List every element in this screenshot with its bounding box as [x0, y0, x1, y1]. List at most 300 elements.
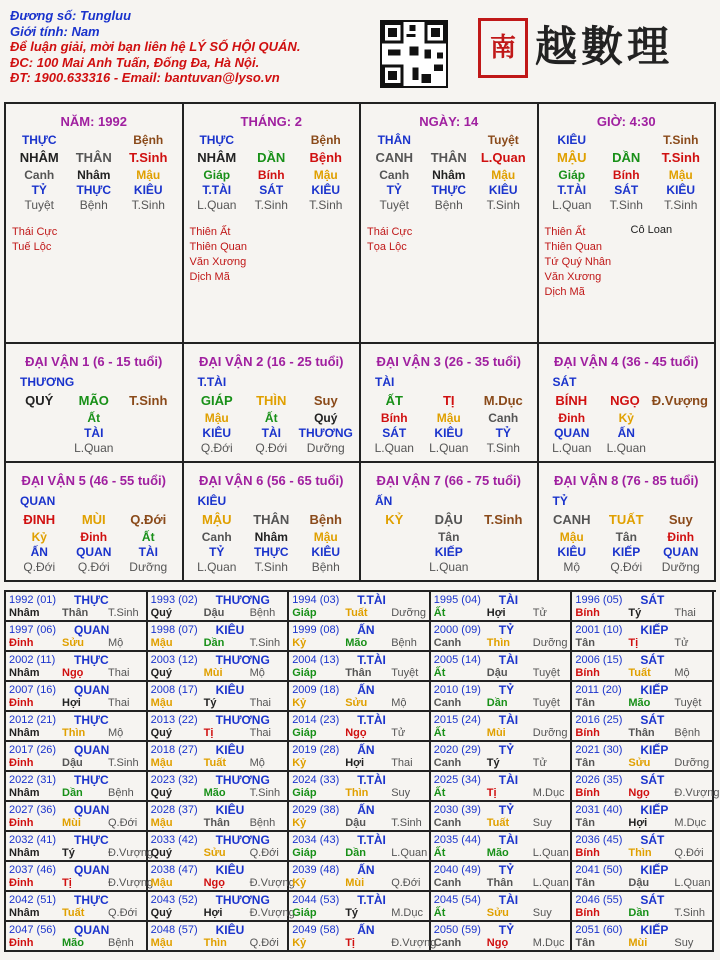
annual-stem: Đinh	[9, 637, 34, 649]
cell-value: L.Quan	[429, 441, 469, 455]
annual-cell[interactable]	[572, 682, 714, 712]
annual-cell[interactable]	[6, 652, 148, 682]
cell-line	[367, 148, 531, 168]
cell-value	[67, 133, 122, 148]
annual-stem: Giáp	[292, 847, 317, 859]
annual-cell[interactable]	[431, 622, 573, 652]
annual-cell[interactable]	[431, 802, 573, 832]
cell-line	[545, 168, 709, 183]
annual-status: T.Sinh	[249, 787, 281, 799]
annual-branch: Tuất	[628, 667, 651, 679]
annual-status: Bệnh	[108, 787, 134, 799]
annual-cell[interactable]	[572, 832, 714, 862]
annual-year: 2036 (45)	[575, 834, 623, 846]
annual-status: T.Sinh	[249, 637, 281, 649]
annual-year: 2039 (48)	[292, 864, 340, 876]
annual-stem: Tân	[575, 697, 595, 709]
annual-cell[interactable]	[289, 622, 431, 652]
annual-branch: Sửu	[628, 757, 651, 769]
annual-stem: Kỷ	[292, 637, 307, 649]
annual-stem: Tân	[575, 637, 595, 649]
cell-value	[367, 530, 422, 545]
annual-stem: Kỷ	[292, 757, 307, 769]
cell-value: L.Quan	[429, 560, 469, 574]
daivan-title: ĐẠI VẬN 2 (16 - 25 tuổi)	[199, 354, 344, 369]
annual-status: T.Sinh	[391, 817, 422, 829]
pillar-title: NGÀY: 14	[419, 114, 479, 129]
annual-stem: Quý	[150, 607, 172, 619]
cell-value: Tân	[438, 530, 460, 544]
cell-value: TỶ	[31, 183, 47, 197]
annual-stem: Kỷ	[292, 937, 307, 949]
annual-star: T.TÀI	[357, 773, 386, 787]
annual-cell[interactable]	[431, 682, 573, 712]
annual-cell[interactable]	[289, 922, 437, 952]
annual-status: Thai	[391, 757, 413, 769]
cell-value: Ất	[264, 411, 278, 425]
cell-value	[12, 411, 67, 426]
annual-stem: Mậu	[150, 697, 173, 709]
annual-star: ẤN	[357, 683, 375, 697]
cell-value: Nhâm	[77, 168, 111, 182]
annual-stem: Kỷ	[292, 877, 307, 889]
annual-star: KIÊU	[215, 803, 245, 817]
annual-cell[interactable]	[431, 832, 573, 862]
annual-cell[interactable]	[289, 832, 431, 862]
annual-cell[interactable]	[431, 892, 573, 922]
daivan-star: KIÊU	[197, 494, 227, 508]
annual-year: 2031 (40)	[575, 804, 623, 816]
annual-cell[interactable]	[6, 622, 148, 652]
annual-cell[interactable]	[572, 862, 714, 892]
cell-value: Canh	[24, 168, 55, 182]
cell-value: TUẤT	[608, 512, 644, 527]
annual-stem: Ất	[433, 667, 446, 679]
cell-line	[545, 133, 709, 148]
cell-value: Tuyệt	[487, 133, 519, 147]
cell-value: Dưỡng	[661, 560, 700, 574]
annual-star: SÁT	[640, 773, 665, 787]
annual-star: TỶ	[498, 683, 515, 697]
annual-star: TÀI	[498, 593, 519, 607]
annual-cell[interactable]	[6, 802, 148, 832]
annual-year: 2022 (31)	[9, 774, 57, 786]
note-item: Dịch Mã	[544, 286, 585, 298]
annual-branch: Thìn	[628, 847, 652, 859]
header-info	[10, 8, 300, 86]
annual-cell[interactable]	[6, 772, 148, 802]
annual-cell[interactable]	[289, 802, 431, 832]
annual-cell[interactable]	[6, 892, 148, 922]
note-item: Văn Xương	[189, 256, 247, 268]
annual-stem: Giáp	[292, 787, 317, 799]
cell-line	[12, 133, 176, 148]
annual-status: Suy	[532, 817, 552, 829]
annual-status: Thai	[249, 727, 271, 739]
cell-value: TỶ	[495, 426, 511, 440]
cell-value: Mậu	[668, 168, 693, 182]
cell-value: THÂN	[377, 133, 411, 147]
annual-year: 2025 (34)	[433, 774, 481, 786]
annual-status: Mộ	[108, 727, 124, 739]
cell-line	[367, 133, 531, 148]
annual-cell[interactable]	[431, 712, 573, 742]
cell-line	[12, 510, 176, 530]
cell-value: T.Sinh	[129, 150, 168, 165]
annual-cell[interactable]	[6, 922, 148, 952]
annual-cell[interactable]	[431, 652, 573, 682]
annual-cell[interactable]	[431, 742, 573, 772]
cell-value: SÁT	[614, 183, 639, 197]
cell-value: KIÊU	[666, 183, 696, 197]
annual-star: T.TÀI	[357, 713, 386, 727]
annual-cell[interactable]	[148, 862, 295, 892]
phone-email[interactable]: ĐT: 1900.633316 - Email: bantuvan@lyso.vn	[10, 70, 280, 85]
annual-year: 2007 (16)	[9, 684, 57, 696]
annual-cell[interactable]	[431, 862, 573, 892]
annual-cell[interactable]	[431, 772, 573, 802]
annual-stem: Bính	[575, 847, 600, 859]
annual-cell[interactable]	[148, 682, 290, 712]
annual-star: KIẾP	[640, 683, 669, 697]
cell-value: M.Dục	[483, 393, 523, 408]
cell-value: ẤN	[617, 426, 635, 440]
cell-value: T.TÀI	[557, 183, 587, 197]
annual-stem: Đinh	[9, 877, 34, 889]
annual-status: M.Dục	[391, 907, 423, 919]
annual-branch: Tý	[628, 607, 642, 619]
annual-year: 2046 (55)	[575, 894, 623, 906]
cell-line	[12, 560, 176, 575]
chart-grid	[4, 102, 716, 582]
annual-row	[6, 892, 716, 922]
annual-cell[interactable]	[6, 682, 148, 712]
daivan-cell[interactable]	[184, 344, 362, 463]
annual-cell[interactable]	[148, 832, 290, 862]
annual-year: 1994 (03)	[292, 594, 340, 606]
annual-stem: Nhâm	[9, 667, 40, 679]
annual-branch: Tuất	[203, 757, 226, 769]
cell-value	[12, 441, 67, 456]
cell-line	[190, 198, 354, 213]
cell-value: KỶ	[385, 512, 404, 527]
annual-year: 2042 (51)	[9, 894, 57, 906]
cell-line	[545, 510, 709, 530]
cell-value: Canh	[488, 411, 519, 425]
cell-value: SÁT	[259, 183, 284, 197]
daivan-star: THƯƠNG	[20, 375, 75, 389]
annual-stem: Ất	[433, 847, 446, 859]
annual-cell[interactable]	[572, 892, 714, 922]
annual-star: QUAN	[74, 923, 110, 937]
daivan-star: QUAN	[20, 494, 56, 508]
annual-status: M.Dục	[532, 787, 565, 799]
cell-value: KIÊU	[557, 133, 587, 147]
cell-line	[12, 441, 176, 456]
cell-value: Đinh	[558, 411, 586, 425]
daivan-cell[interactable]	[361, 344, 539, 463]
annual-star: TÀI	[498, 713, 519, 727]
cell-value: Bính	[380, 411, 408, 425]
annual-status: Q.Đới	[249, 937, 279, 949]
cell-value: Bính	[612, 168, 640, 182]
annual-year: 2013 (22)	[150, 714, 198, 726]
annual-star: THỰC	[74, 593, 109, 607]
annual-star: T.TÀI	[357, 593, 386, 607]
annual-stem: Canh	[433, 937, 462, 949]
annual-cell[interactable]	[431, 592, 573, 622]
annual-stem: Nhâm	[9, 907, 40, 919]
annual-stem: Quý	[150, 727, 172, 739]
note-item: Tọa Lộc	[367, 241, 407, 253]
pillar-notes	[190, 225, 354, 285]
annual-stem: Nhâm	[9, 847, 40, 859]
cell-value: THÂN	[430, 150, 467, 165]
annual-cell[interactable]	[572, 922, 714, 952]
annual-year: 2000 (09)	[433, 624, 481, 636]
annual-stem: Quý	[150, 787, 172, 799]
pillar-notes	[12, 225, 176, 255]
annual-star: KIÊU	[215, 743, 245, 757]
annual-star: ẤN	[357, 863, 375, 877]
cell-value: TÀI	[261, 426, 281, 440]
pillar-cell	[6, 104, 184, 344]
annual-year: 2033 (42)	[150, 834, 198, 846]
annual-branch: Dần	[628, 907, 650, 919]
annual-cell[interactable]	[572, 712, 714, 742]
annual-branch: Dậu	[628, 877, 650, 889]
annual-cell[interactable]	[6, 742, 148, 772]
annual-star: SÁT	[640, 653, 665, 667]
cell-value: Tuyệt	[24, 198, 55, 212]
daivan-cell[interactable]	[539, 463, 717, 582]
annual-year: 2023 (32)	[150, 774, 198, 786]
annual-stem: Quý	[150, 667, 172, 679]
cell-value	[476, 545, 531, 560]
cell-value	[476, 530, 531, 545]
annual-cell[interactable]	[148, 742, 290, 772]
annual-cell[interactable]	[572, 652, 714, 682]
annual-status: Đ.Vượng	[249, 877, 295, 889]
annual-branch: Tuất	[486, 817, 510, 829]
daivan-cell[interactable]	[361, 463, 539, 582]
annual-year: 2008 (17)	[150, 684, 198, 696]
annual-cell[interactable]	[572, 772, 720, 802]
cell-value	[367, 560, 422, 575]
cell-value	[422, 133, 477, 148]
annual-cell[interactable]	[148, 652, 290, 682]
annual-status: Thai	[108, 667, 130, 679]
annual-star: QUAN	[74, 683, 110, 697]
cell-value: L.Quan	[74, 441, 114, 455]
annual-branch: Thìn	[345, 787, 369, 799]
annual-status: T.Sinh	[108, 607, 139, 619]
annual-star: THỰC	[74, 653, 109, 667]
annual-cell[interactable]	[148, 622, 290, 652]
qr-code-icon[interactable]	[380, 20, 448, 88]
cell-value	[121, 411, 176, 426]
cell-value: Dưỡng	[129, 560, 168, 574]
annual-year: 2001 (10)	[575, 624, 623, 636]
cell-value: Mậu	[491, 168, 516, 182]
daivan-cell[interactable]	[184, 463, 362, 582]
annual-cell[interactable]	[148, 802, 290, 832]
annual-cell[interactable]	[148, 892, 295, 922]
annual-status: Q.Đới	[674, 847, 704, 859]
annual-cell[interactable]	[572, 622, 714, 652]
cell-line	[190, 441, 354, 456]
cell-line	[367, 530, 531, 545]
annual-stem: Mậu	[150, 937, 173, 949]
annual-branch: Thân	[345, 667, 372, 679]
daivan-cell[interactable]	[539, 344, 717, 463]
note-item: Văn Xương	[544, 271, 602, 283]
cell-value: Kỷ	[31, 530, 47, 544]
annual-cell[interactable]	[148, 592, 290, 622]
cell-value: T.Sinh	[129, 393, 168, 408]
cell-value: Bệnh	[79, 198, 108, 212]
annual-branch: Ngọ	[628, 787, 650, 799]
annual-star: THƯƠNG	[215, 713, 270, 727]
cell-value: DẦN	[612, 150, 641, 165]
annual-status: Thai	[108, 697, 130, 709]
annual-status: Mộ	[674, 667, 690, 679]
annual-cell[interactable]	[289, 892, 431, 922]
annual-star: TỶ	[498, 743, 515, 757]
cell-value: TÀI	[84, 426, 104, 440]
cell-line	[190, 530, 354, 545]
annual-branch: Tị	[628, 637, 639, 649]
cell-value: MÙI	[81, 512, 106, 527]
cell-value: Nhâm	[432, 168, 466, 182]
annual-branch: Hợi	[486, 607, 506, 619]
daivan-title: ĐẠI VẬN 4 (36 - 45 tuổi)	[554, 354, 699, 369]
annual-cell[interactable]	[289, 712, 431, 742]
cell-value: L.Quan	[480, 150, 526, 165]
annual-star: T.TÀI	[357, 653, 386, 667]
annual-stem: Bính	[575, 607, 600, 619]
annual-star: KIẾP	[640, 623, 669, 637]
annual-row	[6, 712, 716, 742]
annual-branch: Mão	[486, 847, 509, 859]
note-item: Tuế Lộc	[12, 241, 52, 253]
annual-year: 2006 (15)	[575, 654, 623, 666]
contact-line: Để luận giải, mời bạn liên hệ LÝ SỐ HỘI QUÁN.	[10, 39, 301, 54]
annual-cell[interactable]	[6, 832, 154, 862]
annual-status: Dưỡng	[391, 607, 426, 619]
annual-cell[interactable]	[148, 712, 290, 742]
annual-cell[interactable]	[6, 712, 148, 742]
annual-cell[interactable]	[148, 772, 290, 802]
annual-cell[interactable]	[289, 742, 431, 772]
annual-cell[interactable]	[289, 862, 431, 892]
cell-value: ẤN	[30, 545, 48, 559]
annual-star: TÀI	[498, 833, 519, 847]
cell-value: Bệnh	[310, 133, 341, 147]
cell-value: Mộ	[563, 560, 581, 574]
annual-status: Mộ	[249, 757, 265, 769]
cell-value: KIẾP	[612, 545, 641, 559]
annual-branch: Dần	[486, 697, 508, 709]
annual-star: THƯƠNG	[215, 893, 270, 907]
annual-star: TÀI	[498, 773, 519, 787]
daivan-star: TỶ	[552, 494, 568, 508]
annual-cell[interactable]	[289, 592, 431, 622]
cell-value: Mậu	[313, 168, 338, 182]
annual-cell[interactable]	[572, 592, 714, 622]
annual-branch: Dần	[62, 787, 83, 799]
annual-status: Dưỡng	[532, 727, 568, 739]
annual-row	[6, 652, 716, 682]
annual-branch: Tý	[486, 757, 500, 769]
annual-year: 2035 (44)	[433, 834, 481, 846]
cell-value: Nhâm	[254, 530, 288, 544]
annual-status: Suy	[532, 907, 552, 919]
annual-branch: Thìn	[486, 637, 510, 649]
cell-value: T.Sinh	[254, 198, 288, 212]
annual-year: 2050 (59)	[433, 924, 481, 936]
cell-value: Đinh	[80, 530, 108, 544]
annual-year: 2034 (43)	[292, 834, 340, 846]
annual-star: KIẾP	[640, 863, 669, 877]
cell-line	[12, 148, 176, 168]
annual-branch: Mão	[345, 637, 368, 649]
annual-cell[interactable]	[6, 592, 148, 622]
cell-value	[12, 426, 67, 441]
annual-cell[interactable]	[6, 862, 154, 892]
annual-status: Tử	[532, 757, 547, 769]
annual-cell[interactable]	[148, 922, 290, 952]
annual-stem: Ất	[433, 907, 446, 919]
annual-star: ẤN	[357, 743, 375, 757]
annual-row	[6, 922, 716, 952]
annual-year: 2010 (19)	[433, 684, 481, 696]
annual-star: TỶ	[498, 863, 515, 877]
note-item: Thái Cực	[12, 226, 58, 238]
daivan-cell[interactable]	[6, 344, 184, 463]
cell-value: Mậu	[313, 530, 338, 544]
annual-star: TÀI	[498, 893, 519, 907]
daivan-cell[interactable]	[6, 463, 184, 582]
annual-cell[interactable]	[289, 772, 431, 802]
annual-star: ẤN	[357, 623, 375, 637]
pillar-notes	[367, 225, 531, 255]
cell-value: Suy	[313, 393, 338, 408]
annual-cell[interactable]	[431, 922, 573, 952]
annual-stem: Đinh	[9, 697, 34, 709]
annual-star: QUAN	[74, 623, 110, 637]
cell-line	[545, 391, 709, 411]
annual-cell[interactable]	[289, 652, 431, 682]
cell-value: THỰC	[253, 545, 289, 559]
cell-value: TỶ	[386, 183, 402, 197]
cell-line	[367, 545, 531, 560]
annual-year: 2020 (29)	[433, 744, 481, 756]
annual-row	[6, 742, 716, 772]
annual-cell[interactable]	[572, 742, 714, 772]
cell-line	[190, 148, 354, 168]
annual-cell[interactable]	[572, 802, 714, 832]
annual-cell[interactable]	[289, 682, 431, 712]
annual-status: Tuyệt	[391, 667, 419, 679]
annual-year: 2009 (18)	[292, 684, 340, 696]
annual-year: 2012 (21)	[9, 714, 57, 726]
annual-branch: Ngọ	[486, 937, 509, 949]
pillar-cell	[184, 104, 362, 344]
annual-star: THỰC	[74, 893, 109, 907]
note-item: Thái Cực	[367, 226, 413, 238]
annual-branch: Hợi	[62, 697, 81, 709]
